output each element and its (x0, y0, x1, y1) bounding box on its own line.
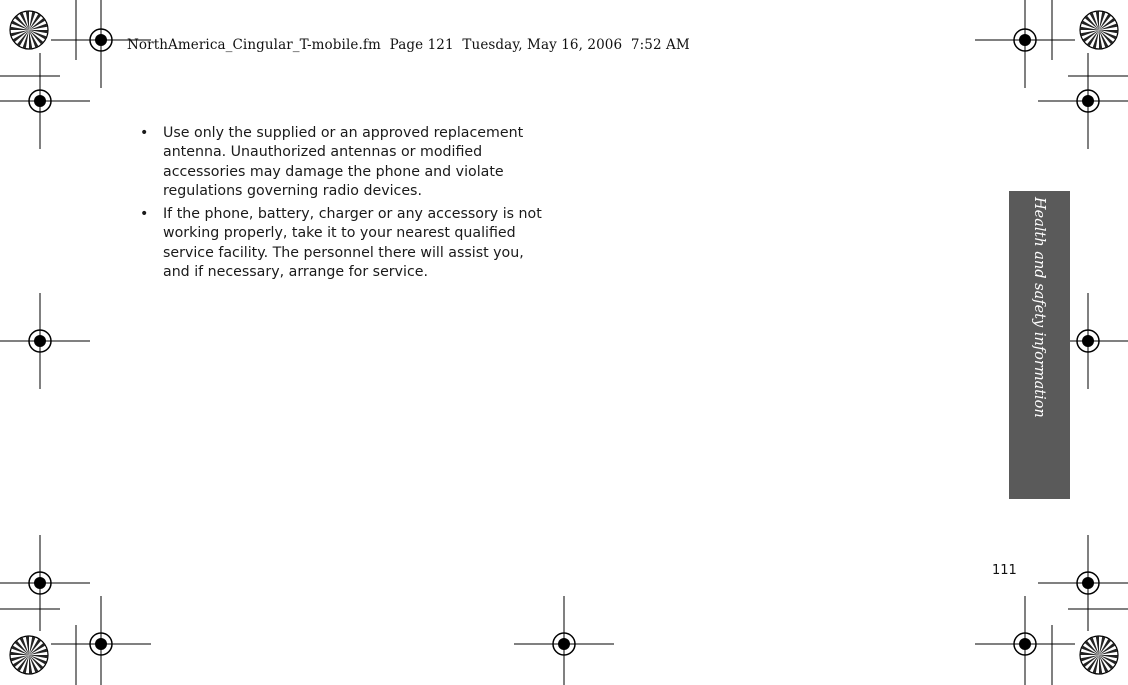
section-title: Health and safety information (1031, 197, 1047, 418)
page-number: 111 (992, 563, 1017, 578)
body-text (140, 124, 550, 286)
registration-target-icon (975, 0, 1075, 88)
bullet-list (140, 124, 550, 282)
registration-target-icon (1038, 53, 1128, 149)
print-header: NorthAmerica_Cingular_T-mobile.fm Page 121 Tuesday, May 16, 2006 7:52 AM (127, 37, 690, 53)
registration-target-icon (0, 293, 90, 389)
starburst-target-icon (1080, 636, 1118, 674)
registration-target-icon (975, 596, 1075, 685)
bullet-marker: • (140, 125, 149, 141)
registration-target-icon (0, 53, 90, 149)
list-item-text: If the phone, battery, charger or any accessory is not working properly, take it to your nearest qualified service facility. The personnel there will assist you, and if necessary, arrange for service. (163, 206, 542, 281)
starburst-target-icon (1080, 11, 1118, 49)
list-item-text: Use only the supplied or an approved replacement antenna. Unauthorized antennas or modified accessories may damage the phone and violate regulations governing radio devices. (163, 125, 524, 199)
section-side-tab (1009, 191, 1070, 499)
registration-target-icon (514, 596, 614, 685)
starburst-target-icon (10, 11, 48, 49)
list-item (140, 124, 550, 201)
registration-target-icon (1038, 535, 1128, 631)
list-item (140, 205, 550, 282)
starburst-target-icon (10, 636, 48, 674)
bullet-marker: • (140, 206, 149, 223)
registration-target-icon (51, 596, 151, 685)
registration-target-icon (0, 535, 90, 631)
